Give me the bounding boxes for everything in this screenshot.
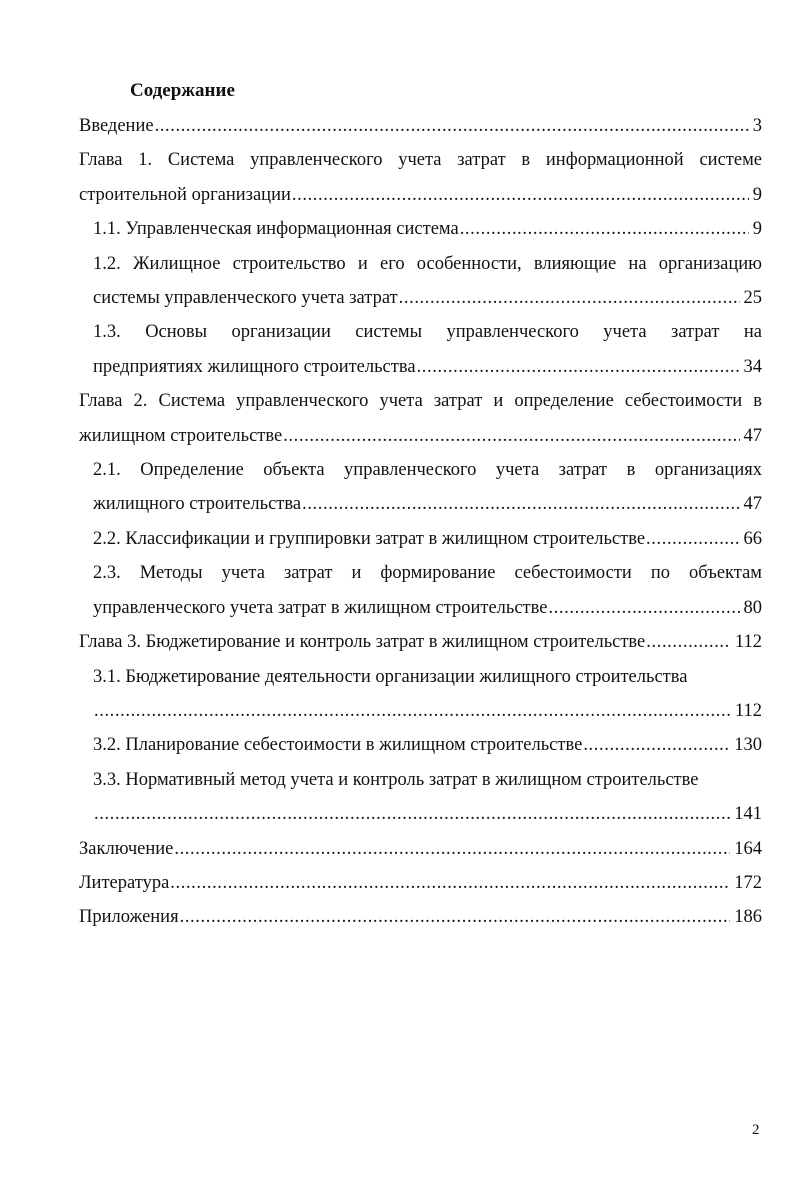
toc-entry-row [93, 591, 762, 625]
toc-entry-row [93, 487, 762, 521]
dot-leader [460, 212, 749, 246]
toc-entry [79, 900, 762, 934]
toc-entry [79, 832, 762, 866]
toc-entry-text: Приложения [79, 907, 179, 928]
toc-entry-text: строительной организации [79, 184, 291, 205]
toc-entry-row [93, 281, 762, 315]
dot-leader [302, 487, 739, 521]
toc-title: Содержание [130, 80, 235, 101]
toc-entry-page: 186 [734, 907, 762, 928]
toc-entry-page: 130 [734, 735, 762, 756]
toc-entry [79, 212, 762, 246]
toc-entry-text: жилищном строительстве [79, 425, 283, 446]
toc-entry [79, 660, 762, 729]
toc-entry-row [93, 694, 762, 728]
toc-entry-page: 25 [743, 288, 762, 309]
toc-entry [79, 143, 762, 212]
dot-leader [292, 178, 749, 212]
toc-entry-text: Глава 3. Бюджетирование и контроль затрат в жилищном строительстве [79, 632, 646, 653]
toc-entry-page: 9 [752, 184, 762, 205]
toc-entry-page: 112 [734, 632, 762, 653]
toc-entry-row [79, 419, 762, 453]
toc-entry-text: 1.1. Управленческая информационная система [93, 219, 459, 240]
dot-leader [417, 350, 740, 384]
toc-entry-page: 141 [734, 804, 762, 825]
toc-entry [79, 763, 762, 832]
toc-entry-first-line: 2.1. Определение объекта управленческого учета затрат в организациях [93, 460, 762, 481]
toc-entry-row [93, 728, 762, 762]
toc-entry-text: Литература [79, 872, 170, 893]
toc-entry [79, 384, 762, 453]
toc-entry-row [79, 866, 762, 900]
toc-entry-first-line: Глава 1. Система управленческого учета затрат в информационной системе [79, 150, 762, 171]
toc-entry [79, 522, 762, 556]
toc-entry [79, 109, 762, 143]
toc-entry-text: Заключение [79, 838, 174, 859]
toc-entry [79, 866, 762, 900]
toc-entry-first-line: 1.2. Жилищное строительство и его особенности, влияющие на организацию [93, 253, 762, 274]
toc-entry-page: 34 [743, 356, 762, 377]
toc-entry-page: 66 [743, 528, 762, 549]
toc-entry-text: управленческого учета затрат в жилищном строительстве [93, 597, 548, 618]
toc-list [79, 109, 762, 935]
toc-entry-page: 164 [734, 838, 762, 859]
toc-entry-row [79, 178, 762, 212]
toc-entry-page: 47 [743, 494, 762, 515]
dot-leader [548, 591, 739, 625]
dot-leader [646, 522, 739, 556]
dot-leader [646, 625, 731, 659]
toc-entry [79, 315, 762, 384]
toc-entry [79, 453, 762, 522]
dot-leader [583, 728, 730, 762]
toc-entry-text: 3.2. Планирование себестоимости в жилищном строительстве [93, 735, 583, 756]
dot-leader [94, 694, 731, 728]
dot-leader [170, 866, 730, 900]
toc-entry [79, 625, 762, 659]
toc-entry-row [79, 625, 762, 659]
toc-entry-page: 80 [743, 597, 762, 618]
dot-leader [180, 900, 731, 934]
toc-entry-page: 172 [734, 872, 762, 893]
toc-entry-row [79, 109, 762, 143]
toc-entry-row [93, 522, 762, 556]
toc-entry-text: предприятиях жилищного строительства [93, 356, 416, 377]
dot-leader [283, 419, 739, 453]
toc-entry [79, 728, 762, 762]
toc-entry-row [93, 350, 762, 384]
toc-entry-first-line: 1.3. Основы организации системы управленческого учета затрат на [93, 322, 762, 343]
toc-entry-text: 2.2. Классификации и группировки затрат в жилищном строительстве [93, 528, 646, 549]
toc-entry-row [93, 797, 762, 831]
toc-entry [79, 556, 762, 625]
dot-leader [399, 281, 740, 315]
toc-entry-page: 3 [752, 116, 762, 136]
toc-entry-first-line: 2.3. Методы учета затрат и формирование себестоимости по объектам [93, 563, 762, 584]
dot-leader [174, 832, 730, 866]
toc-entry-text: системы управленческого учета затрат [93, 288, 398, 309]
toc-entry-row [93, 212, 762, 246]
toc-entry-first-line: 3.1. Бюджетирование деятельности организации жилищного строительства [93, 666, 688, 687]
toc-entry-first-line: 3.3. Нормативный метод учета и контроль затрат в жилищном строительстве [93, 769, 699, 790]
toc-entry-page: 112 [734, 700, 762, 721]
page-number: 2 [752, 1122, 760, 1138]
toc-entry-text: Введение [79, 116, 154, 136]
dot-leader [155, 109, 749, 143]
toc-entry-page: 9 [752, 219, 762, 240]
toc-entry-page: 47 [743, 425, 762, 446]
toc-entry [79, 247, 762, 316]
toc-entry-first-line: Глава 2. Система управленческого учета затрат и определение себестоимости в [79, 391, 762, 412]
dot-leader [94, 797, 730, 831]
toc-entry-row [79, 832, 762, 866]
toc-entry-text: жилищного строительства [93, 494, 302, 515]
toc-entry-row [79, 900, 762, 934]
